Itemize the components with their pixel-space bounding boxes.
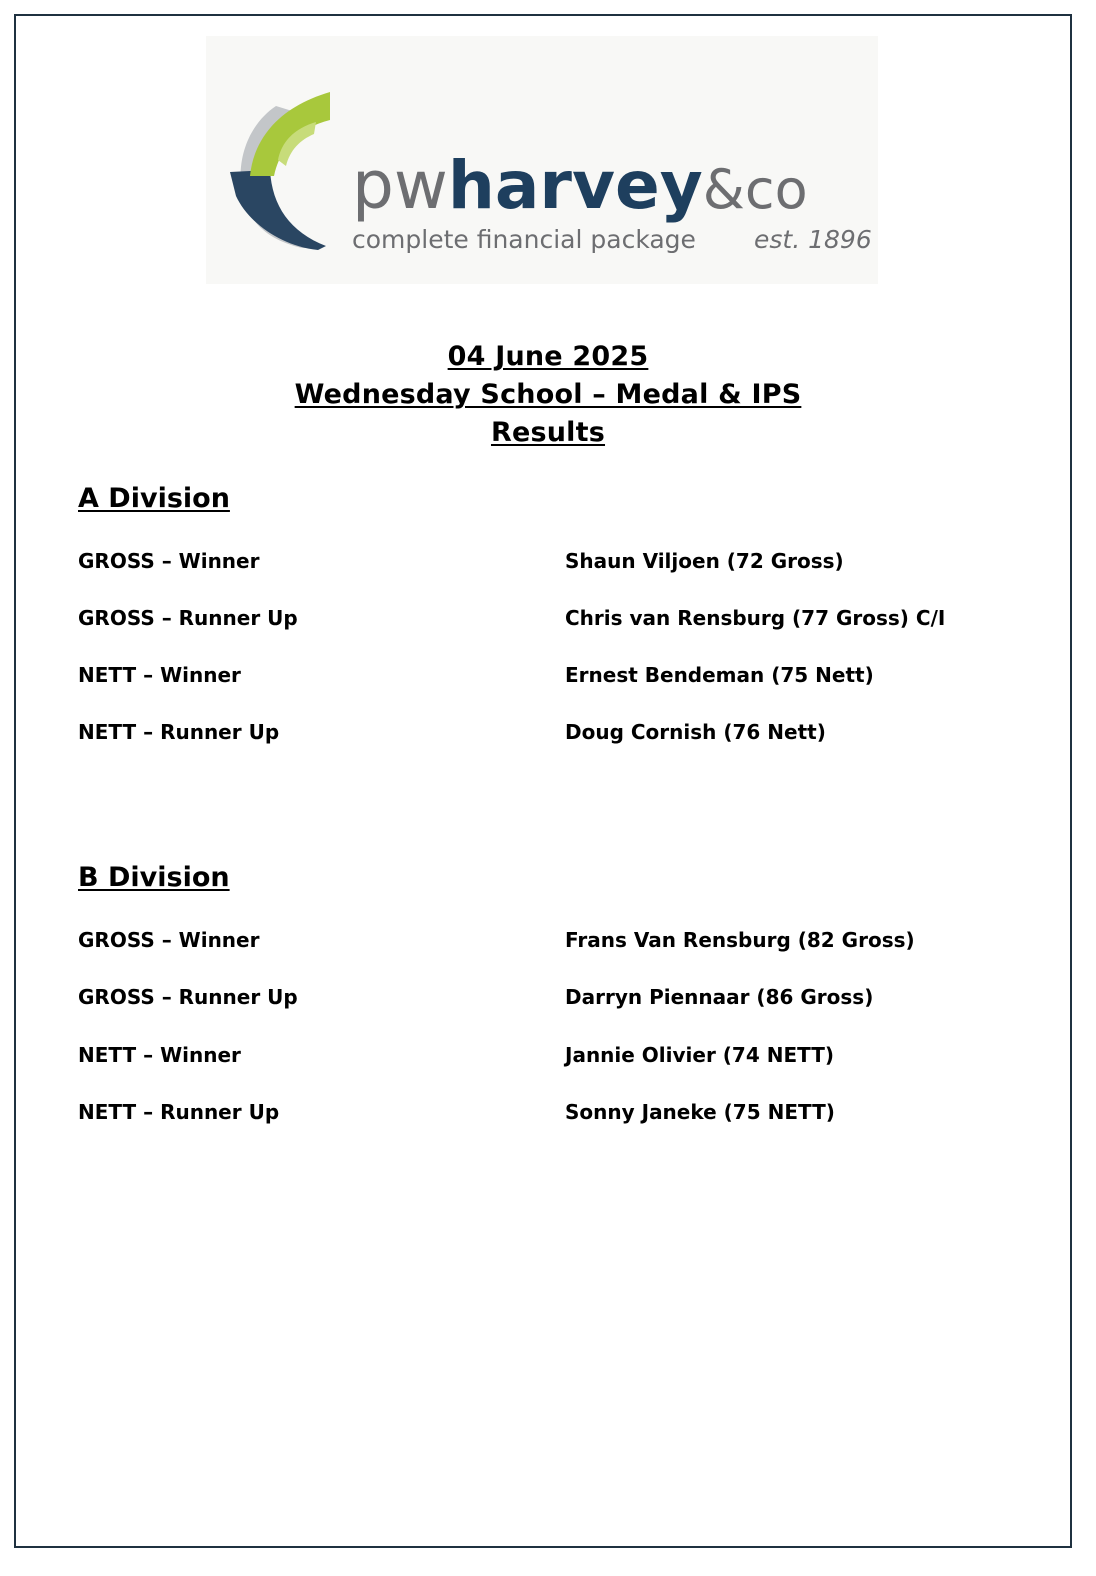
- result-row: [78, 982, 1038, 1012]
- logo-established: est. 1896: [754, 225, 872, 254]
- result-category: NETT – Winner: [78, 663, 241, 687]
- division-b-title: B Division: [78, 862, 230, 893]
- result-player: Darryn Piennaar (86 Gross): [565, 985, 874, 1009]
- result-player: Ernest Bendeman (75 Nett): [565, 663, 874, 687]
- result-category: GROSS – Winner: [78, 928, 260, 952]
- result-category: NETT – Winner: [78, 1043, 241, 1067]
- division-a-title: A Division: [78, 483, 230, 514]
- company-logo: [206, 36, 878, 284]
- result-row: [78, 660, 1038, 690]
- result-category: GROSS – Runner Up: [78, 606, 298, 630]
- result-player: Chris van Rensburg (77 Gross) C/I: [565, 606, 946, 630]
- logo-brand-light: pw: [352, 147, 448, 224]
- result-player: Frans Van Rensburg (82 Gross): [565, 928, 915, 952]
- result-category: NETT – Runner Up: [78, 1100, 280, 1124]
- result-row: [78, 546, 1038, 576]
- logo-brand-bold: harvey: [447, 147, 703, 224]
- result-row: [78, 1097, 1038, 1127]
- result-player: Doug Cornish (76 Nett): [565, 720, 826, 744]
- result-player: Shaun Viljoen (72 Gross): [565, 549, 844, 573]
- logo-brand-suffix: &co: [702, 158, 808, 221]
- result-player: Sonny Janeke (75 NETT): [565, 1100, 835, 1124]
- result-category: GROSS – Winner: [78, 549, 260, 573]
- result-row: [78, 1040, 1038, 1070]
- event-title: Wednesday School – Medal & IPS: [294, 379, 802, 410]
- svg-text:pwharvey&co: [352, 147, 808, 224]
- result-category: GROSS – Runner Up: [78, 985, 298, 1009]
- result-row: [78, 717, 1038, 747]
- result-row: [78, 925, 1038, 955]
- result-row: [78, 603, 1038, 633]
- result-player: Jannie Olivier (74 NETT): [565, 1043, 835, 1067]
- results-date: 04 June 2025: [447, 341, 649, 372]
- results-heading: Results: [490, 417, 606, 448]
- logo-tagline: complete financial package: [352, 225, 696, 254]
- result-category: NETT – Runner Up: [78, 720, 280, 744]
